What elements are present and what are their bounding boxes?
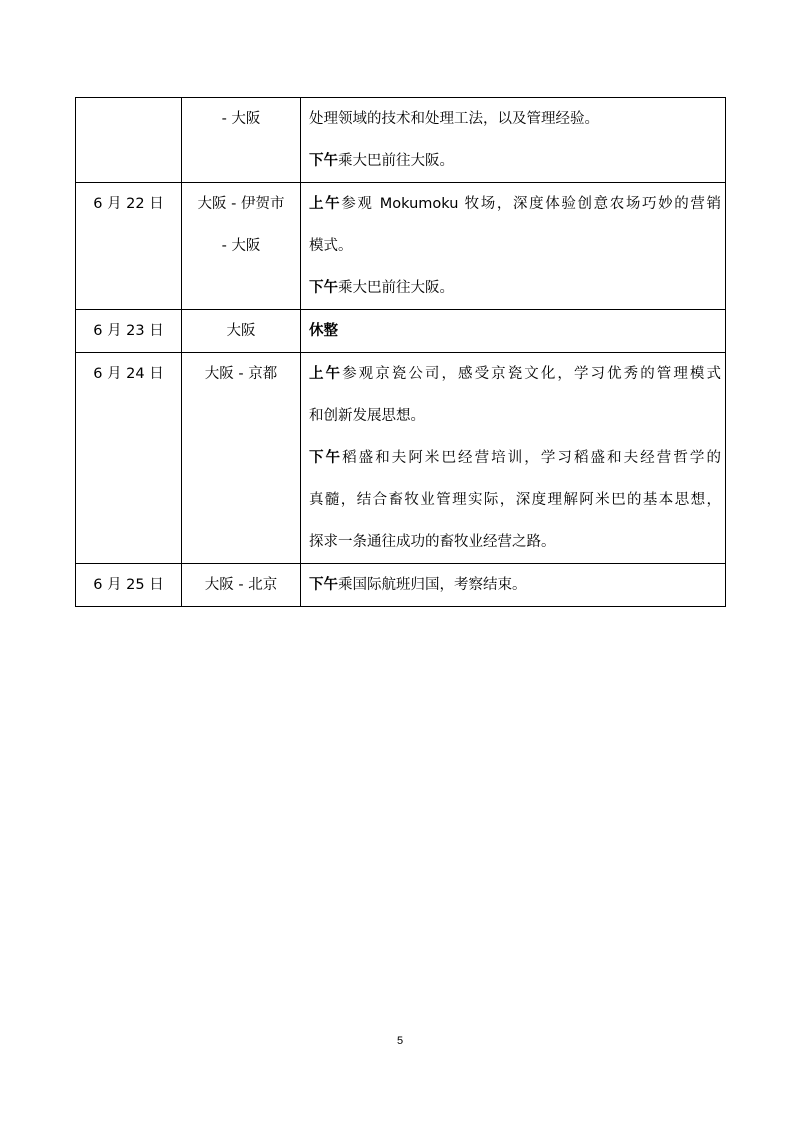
itinerary-row bbox=[76, 353, 726, 564]
time-of-day-label: 下午 bbox=[309, 450, 343, 466]
activity-text: 探求一条通往成功的畜牧业经营之路。 bbox=[309, 534, 556, 550]
location-text: - 大阪 bbox=[221, 111, 261, 127]
date-text bbox=[76, 98, 181, 140]
date-text: 6 月 24 日 bbox=[93, 366, 164, 382]
activity-text: 乘大巴前往大阪。 bbox=[338, 153, 454, 169]
activity-line bbox=[301, 183, 725, 225]
activity-cell bbox=[301, 353, 726, 564]
itinerary-row bbox=[76, 564, 726, 607]
time-of-day-label: 上午 bbox=[309, 196, 342, 212]
location-text: - 大阪 bbox=[221, 238, 261, 254]
location-cell bbox=[182, 310, 301, 353]
location-cell bbox=[182, 183, 301, 310]
date-text: 6 月 25 日 bbox=[93, 577, 164, 593]
activity-line bbox=[301, 395, 725, 437]
activity-text: 模式。 bbox=[309, 238, 353, 254]
activity-line bbox=[301, 98, 725, 140]
activity-text: 参观 Mokumoku 牧场，深度体验创意农场巧妙的营销 bbox=[341, 196, 721, 212]
location-text: 大阪 - 北京 bbox=[204, 577, 278, 593]
location-text: 大阪 - 京都 bbox=[204, 366, 278, 382]
activity-line bbox=[301, 225, 725, 267]
activity-line bbox=[301, 140, 725, 182]
location-text: 大阪 bbox=[226, 323, 256, 339]
activity-line bbox=[301, 353, 725, 395]
date-cell bbox=[76, 564, 182, 607]
activity-cell bbox=[301, 98, 726, 183]
activity-line bbox=[301, 437, 725, 479]
itinerary-body bbox=[76, 98, 726, 607]
time-of-day-label: 上午 bbox=[309, 366, 343, 382]
activity-text: 稻盛和夫阿米巴经营培训，学习稻盛和夫经营哲学的 bbox=[342, 450, 721, 466]
activity-text: 乘国际航班归国，考察结束。 bbox=[338, 577, 527, 593]
activity-line bbox=[301, 479, 725, 521]
date-cell bbox=[76, 183, 182, 310]
itinerary-row bbox=[76, 98, 726, 183]
time-of-day-label: 下午 bbox=[309, 280, 338, 296]
activity-line bbox=[301, 310, 725, 352]
activity-text: 真髓，结合畜牧业管理实际，深度理解阿米巴的基本思想， bbox=[309, 492, 721, 508]
activity-text: 和创新发展思想。 bbox=[309, 408, 425, 424]
time-of-day-label: 下午 bbox=[309, 153, 338, 169]
itinerary-table bbox=[75, 97, 726, 607]
date-text: 6 月 23 日 bbox=[93, 323, 164, 339]
activity-text: 处理领域的技术和处理工法，以及管理经验。 bbox=[309, 111, 599, 127]
date-cell bbox=[76, 353, 182, 564]
activity-line bbox=[301, 267, 725, 309]
itinerary-row bbox=[76, 183, 726, 310]
date-text: 6 月 22 日 bbox=[93, 196, 164, 212]
itinerary-row bbox=[76, 310, 726, 353]
activity-cell bbox=[301, 564, 726, 607]
activity-cell bbox=[301, 183, 726, 310]
location-cell bbox=[182, 564, 301, 607]
activity-text: 参观京瓷公司，感受京瓷文化，学习优秀的管理模式 bbox=[342, 366, 721, 382]
time-of-day-label: 下午 bbox=[309, 577, 338, 593]
location-cell bbox=[182, 353, 301, 564]
date-cell bbox=[76, 310, 182, 353]
activity-text: 乘大巴前往大阪。 bbox=[338, 280, 454, 296]
time-of-day-label: 休整 bbox=[309, 323, 338, 339]
location-cell bbox=[182, 98, 301, 183]
date-cell bbox=[76, 98, 182, 183]
location-text: 大阪 - 伊贺市 bbox=[197, 196, 285, 212]
activity-cell bbox=[301, 310, 726, 353]
activity-line bbox=[301, 521, 725, 563]
page-number: 5 bbox=[396, 1035, 404, 1047]
activity-line bbox=[301, 564, 725, 606]
